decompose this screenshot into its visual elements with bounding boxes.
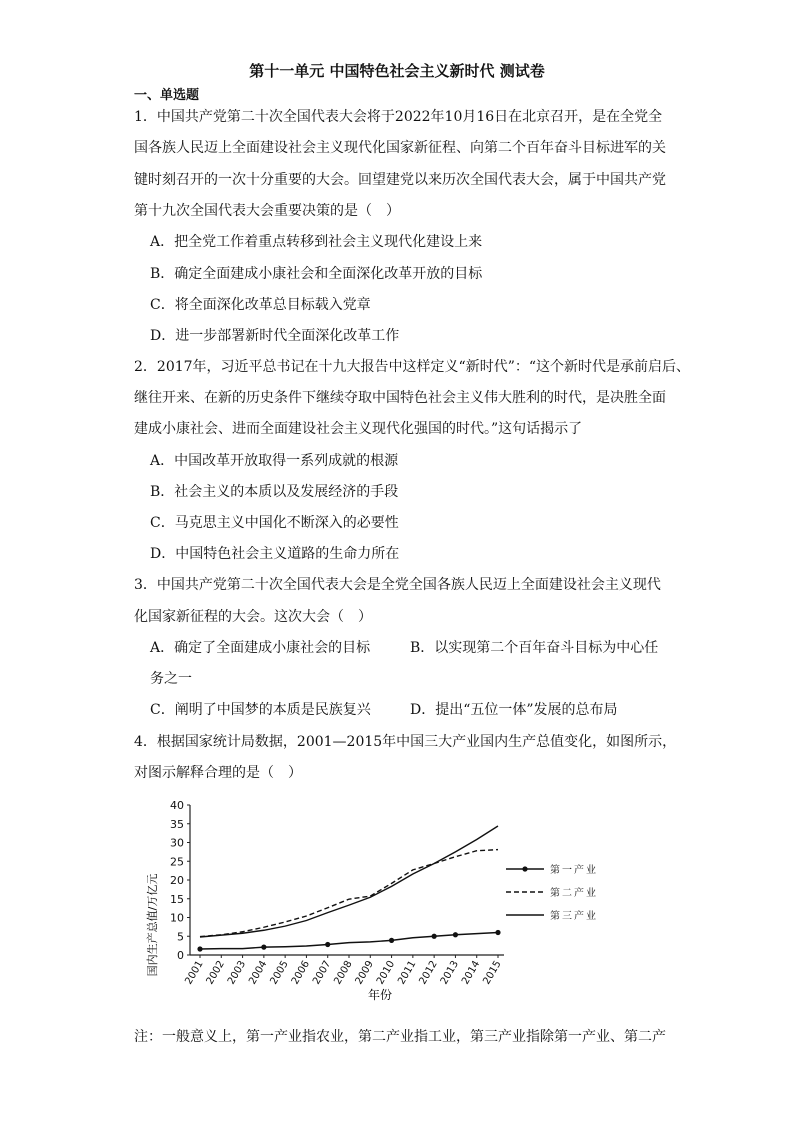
series-line-2 — [200, 850, 498, 937]
x-tick-label: 2004 — [247, 959, 270, 987]
x-tick-label: 2001 — [183, 959, 206, 987]
legend-label: 第三产业 — [550, 911, 598, 922]
q4-line: 4．根据国家统计局数据，2001—2015年中国三大产业国内生产总值变化，如图所示， — [134, 734, 677, 750]
y-tick-label: 5 — [177, 930, 184, 944]
q3-option-a: A．确定了全面建成小康社会的目标 — [150, 640, 371, 656]
q3-option-b: B．以实现第二个百年奋斗目标为中心任 — [410, 640, 659, 656]
x-tick-label: 2010 — [374, 959, 398, 987]
q2-line: 建成小康社会、进而全面建设社会主义现代化强国的时代。”这句话揭示了 — [134, 421, 583, 437]
series-point — [197, 946, 202, 951]
chart-note: 注：一般意义上，第一产业指农业，第二产业指工业，第三产业指除第一产业、第二产 — [134, 1029, 666, 1045]
y-tick-label: 30 — [170, 836, 184, 850]
q2-line: 继往开来、在新的历史条件下继续夺取中国特色社会主义伟大胜利的时代，是决胜全面 — [134, 390, 666, 406]
x-tick-label: 2013 — [438, 959, 462, 987]
y-tick-label: 15 — [170, 892, 184, 906]
q1-line: 第十九次全国代表大会重要决策的是（ ） — [134, 203, 400, 219]
y-tick-label: 20 — [170, 874, 184, 887]
q1-option-d: D．进一步部署新时代全面深化改革工作 — [150, 328, 400, 344]
q3-option-d: D．提出“五位一体”发展的总布局 — [410, 702, 618, 718]
x-tick-label: 2003 — [225, 959, 249, 987]
legend-label: 第二产业 — [550, 888, 598, 899]
q1-option-a: A．把全党工作着重点转移到社会主义现代化建设上来 — [150, 234, 483, 250]
x-tick-label: 2011 — [396, 959, 419, 987]
series-line-3 — [200, 826, 498, 937]
x-tick-label: 2008 — [332, 959, 355, 987]
series-point — [432, 934, 437, 939]
x-tick-label: 2007 — [311, 959, 334, 987]
q1-option-c: C．将全面深化改革总目标载入党章 — [150, 297, 371, 313]
q1-line: 国各族人民迈上全面建设社会主义现代化国家新征程、向第二个百年奋斗目标进军的关 — [134, 140, 666, 156]
legend-marker — [522, 866, 527, 871]
x-tick-label: 2014 — [460, 959, 483, 987]
x-tick-label: 2015 — [481, 959, 504, 987]
y-tick-label: 25 — [170, 855, 184, 869]
q4-line: 对图示解释合理的是（ ） — [134, 765, 302, 781]
q2-option-d: D．中国特色社会主义道路的生命力所在 — [150, 546, 400, 562]
gdp-line-chart — [134, 795, 614, 1010]
y-tick-label: 10 — [170, 911, 184, 925]
q1-option-b: B．确定全面建成小康社会和全面深化改革开放的目标 — [150, 266, 483, 282]
q3-option-c: C．阐明了中国梦的本质是民族复兴 — [150, 702, 371, 718]
q2-line: 2．2017年，习近平总书记在十九大报告中这样定义“新时代”：“这个新时代是承前启后、 — [134, 359, 691, 375]
x-axis-label: 年份 — [367, 988, 393, 1002]
q1-line: 键时刻召开的一次十分重要的大会。回望建党以来历次全国代表大会，属于中国共产党 — [134, 172, 666, 188]
y-tick-label: 35 — [170, 817, 184, 831]
y-tick-label: 40 — [170, 799, 184, 812]
y-axis-label: 国内生产总值/万亿元 — [146, 873, 159, 977]
series-point — [261, 945, 266, 950]
x-tick-label: 2005 — [268, 959, 291, 987]
q1-line: 1．中国共产党第二十次全国代表大会将于2022年10月16日在北京召开，是在全党全 — [134, 109, 663, 125]
q2-option-a: A．中国改革开放取得一系列成就的根源 — [150, 453, 399, 469]
x-tick-label: 2012 — [417, 959, 440, 987]
x-tick-label: 2006 — [289, 959, 313, 987]
x-tick-label: 2009 — [353, 959, 376, 987]
q3-option-b-continued: 务之一 — [150, 671, 192, 687]
legend-label: 第一产业 — [550, 865, 598, 876]
page-title: 第十一单元 中国特色社会主义新时代 测试卷 — [249, 62, 545, 80]
q2-option-c: C．马克思主义中国化不断深入的必要性 — [150, 515, 399, 531]
series-point — [453, 932, 458, 937]
series-point — [325, 942, 330, 947]
section-heading: 一、单选题 — [134, 88, 200, 103]
q3-line: 3．中国共产党第二十次全国代表大会是全党全国各族人民迈上全面建设社会主义现代 — [134, 577, 661, 593]
y-tick-label: 0 — [177, 949, 184, 962]
q2-option-b: B．社会主义的本质以及发展经济的手段 — [150, 484, 399, 500]
x-tick-label: 2002 — [204, 959, 227, 987]
series-point — [389, 938, 394, 943]
q3-line: 化国家新征程的大会。这次大会（ ） — [134, 609, 372, 625]
series-point — [495, 930, 500, 935]
